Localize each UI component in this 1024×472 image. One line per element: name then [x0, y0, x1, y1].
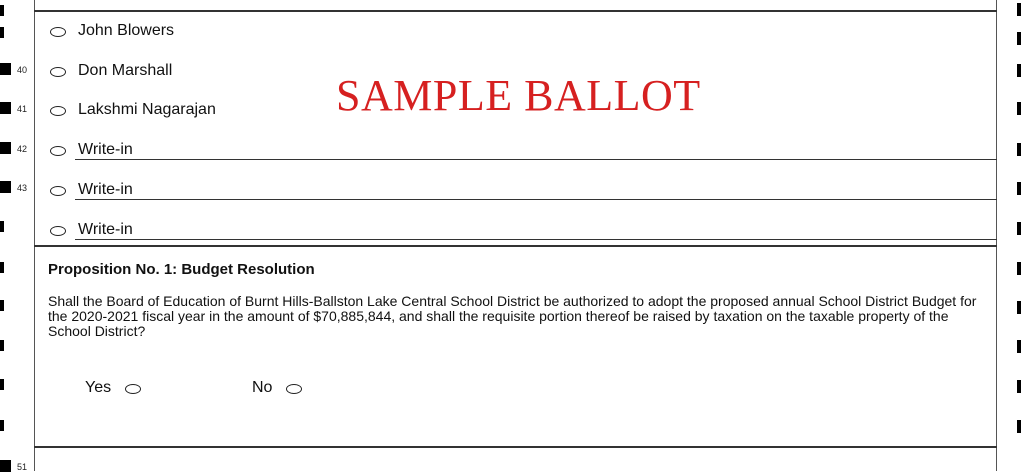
timing-mark: [0, 262, 4, 273]
writein-line[interactable]: [75, 239, 997, 240]
timing-mark: [1017, 340, 1021, 353]
proposition-text: Shall the Board of Education of Burnt Hills-Ballston Lake Central School District be authorized to adopt the proposed annual School District Budget for the 2020-2021 fiscal year in the amount of $70,885,844, and shall the requisite portion thereof be raised by taxation on the taxable property of the School District?: [48, 293, 977, 339]
timing-mark: [1017, 301, 1021, 314]
timing-mark: [0, 63, 11, 75]
section-divider: [34, 446, 997, 448]
timing-mark: [1017, 420, 1021, 433]
timing-mark: [0, 181, 11, 193]
vote-oval[interactable]: [50, 226, 66, 236]
sample-ballot-watermark: SAMPLE BALLOT: [336, 71, 701, 120]
proposition-title: Proposition No. 1: Budget Resolution: [48, 261, 315, 278]
timing-mark: [0, 102, 11, 114]
timing-mark: [0, 340, 4, 351]
candidate-name: Lakshmi Nagarajan: [78, 101, 216, 118]
no-vote-oval[interactable]: [286, 384, 302, 394]
timing-mark: [1017, 102, 1021, 115]
timing-mark: [0, 221, 4, 232]
yes-vote-oval[interactable]: [125, 384, 141, 394]
timing-mark: [1017, 380, 1021, 393]
timing-mark: [0, 27, 4, 38]
vote-oval[interactable]: [50, 186, 66, 196]
section-divider: [34, 245, 997, 247]
timing-mark: [1017, 143, 1021, 156]
timing-mark: [1017, 222, 1021, 235]
row-number: 40: [17, 65, 28, 75]
vote-oval[interactable]: [50, 67, 66, 77]
no-label: No: [252, 379, 273, 396]
timing-mark: [0, 142, 11, 154]
timing-mark: [0, 300, 4, 311]
timing-mark: [0, 5, 4, 16]
vote-oval[interactable]: [50, 27, 66, 37]
timing-mark: [0, 420, 4, 431]
timing-mark: [0, 379, 4, 390]
row-number: 43: [17, 183, 28, 193]
vote-oval[interactable]: [50, 106, 66, 116]
row-number: 42: [17, 144, 28, 154]
writein-label: Write-in: [78, 141, 133, 158]
row-number: 41: [17, 104, 28, 114]
timing-mark: [1017, 3, 1021, 16]
candidate-name: Don Marshall: [78, 62, 173, 79]
yes-label: Yes: [85, 379, 112, 396]
vote-oval[interactable]: [50, 146, 66, 156]
writein-line[interactable]: [75, 199, 997, 200]
timing-mark: [1017, 64, 1021, 77]
writein-label: Write-in: [78, 181, 133, 198]
ballot-frame-right: [996, 0, 997, 471]
timing-mark: [1017, 32, 1021, 45]
timing-mark: [1017, 262, 1021, 275]
timing-mark: [1017, 182, 1021, 195]
timing-mark: [0, 460, 11, 472]
writein-line[interactable]: [75, 159, 997, 160]
section-divider: [34, 10, 997, 12]
ballot-frame-left: [34, 0, 35, 471]
writein-label: Write-in: [78, 221, 133, 238]
candidate-name: John Blowers: [78, 22, 175, 39]
row-number: 51: [17, 462, 28, 472]
